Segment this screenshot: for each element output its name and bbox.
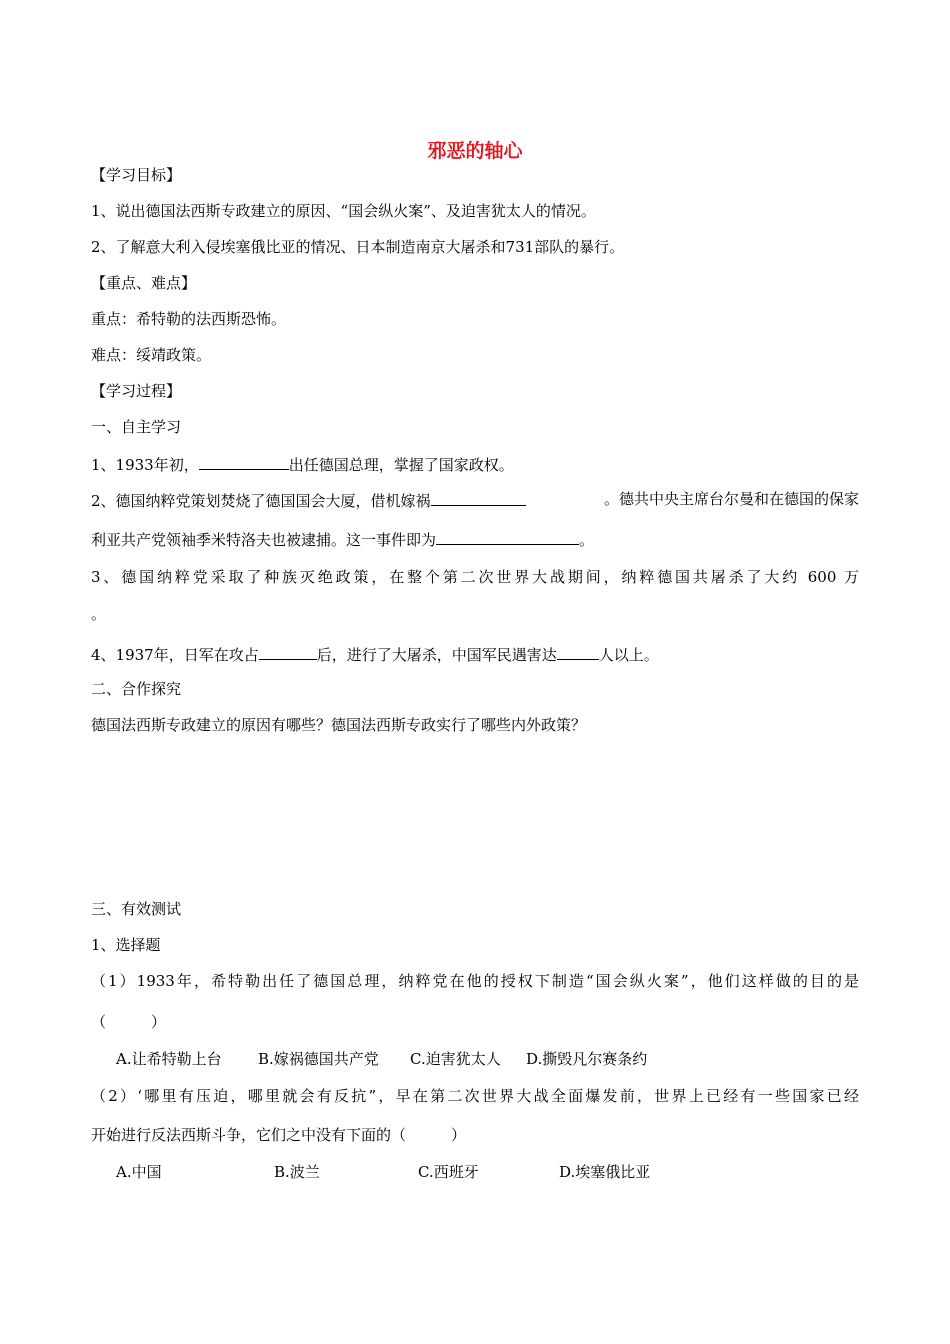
self-study-question-2-line-1: 2、德国纳粹党策划焚烧了德国国会大厦，借机嫁祸 。德共中央主席台尔曼和在德国的保家	[91, 490, 859, 510]
self-study-question-3: 3、德国纳粹党采取了种族灭绝政策，在整个第二次世界大战期间，纳粹德国共屠杀了大约 600 万	[91, 568, 859, 586]
page-title: 邪恶的轴心	[427, 140, 523, 162]
answer-blank[interactable]	[199, 453, 289, 470]
objectives-heading: 【学习目标】	[91, 166, 182, 184]
test-heading: 三、有效测试	[91, 900, 182, 918]
test-question-1: （1）1933年，希特勒出任了德国总理，纳粹党在他的授权下制造“国会纵火案”，他们这样做的目的是	[91, 972, 859, 990]
test-subheading: 1、选择题	[91, 936, 161, 954]
answer-blank[interactable]	[259, 643, 317, 660]
option-b[interactable]: B.嫁祸德国共产党	[258, 1050, 379, 1068]
self-study-question-2-line-2: 利亚共产党领袖季米特洛夫也被逮捕。这一事件即为 。	[91, 528, 594, 550]
answer-blank[interactable]	[557, 643, 599, 660]
test-question-1-options	[116, 1049, 647, 1069]
self-study-question-1: 1、1933年初， 出任德国总理，掌握了国家政权。	[91, 453, 514, 475]
difficult-point: 难点：绥靖政策。	[91, 346, 212, 364]
key-point: 重点：希特勒的法西斯恐怖。	[91, 310, 287, 328]
cooperation-heading: 二、合作探究	[91, 680, 182, 698]
option-b[interactable]: B.波兰	[274, 1163, 320, 1181]
option-a[interactable]: A.让希特勒上台	[116, 1050, 222, 1068]
test-question-2-options	[116, 1162, 650, 1182]
self-study-question-3-end: 。	[91, 605, 107, 623]
test-question-1-bracket: （ ）	[91, 1013, 167, 1031]
option-c[interactable]: C.迫害犹太人	[410, 1050, 501, 1068]
objective-item-1: 1、说出德国法西斯专政建立的原因、“国会纵火案”、及迫害犹太人的情况。	[91, 202, 596, 220]
test-question-2: （2）‘哪里有压迫，哪里就会有反抗”，早在第二次世界大战全面爆发前，世界上已经有一些国家已经	[91, 1087, 859, 1105]
option-d[interactable]: D.撕毁凡尔赛条约	[526, 1050, 648, 1068]
self-study-heading: 一、自主学习	[91, 418, 182, 436]
process-heading: 【学习过程】	[91, 382, 182, 400]
option-a[interactable]: A.中国	[116, 1163, 162, 1181]
answer-blank[interactable]	[431, 489, 526, 506]
option-c[interactable]: C.西班牙	[418, 1163, 479, 1181]
option-d[interactable]: D.埃塞俄比亚	[559, 1163, 651, 1181]
test-question-2-line-2: 开始进行反法西斯斗争，它们之中没有下面的（ ）	[91, 1126, 467, 1144]
objective-item-2: 2、了解意大利入侵埃塞俄比亚的情况、日本制造南京大屠杀和731部队的暴行。	[91, 238, 625, 256]
cooperation-question: 德国法西斯专政建立的原因有哪些？德国法西斯专政实行了哪些内外政策？	[91, 716, 587, 734]
answer-blank[interactable]	[436, 528, 579, 545]
self-study-question-4: 4、1937年，日军在攻占 后，进行了大屠杀，中国军民遇害达 人以上。	[91, 643, 659, 665]
keypoints-heading: 【重点、难点】	[91, 274, 197, 292]
